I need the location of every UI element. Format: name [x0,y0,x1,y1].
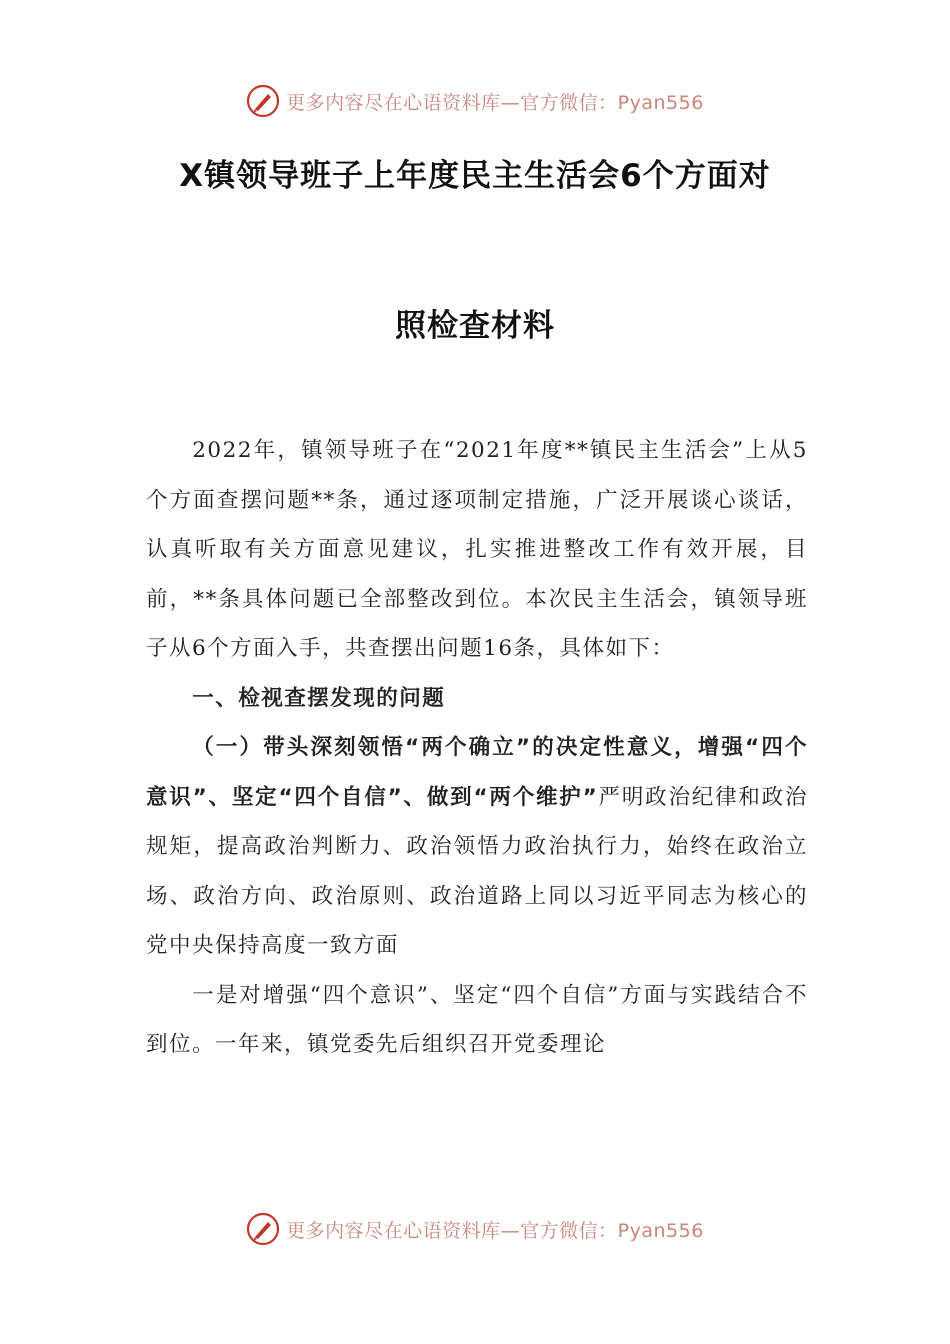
subsection-heading-bold: （一）带头深刻领悟“两个确立”的决定性意义，增强“四个意识”、坚定“四个自信”、做到“两个维护” [146,735,808,810]
watermark-header [0,84,950,118]
section-heading: 一、检视查摆发现的问题 [192,685,446,711]
subsection-heading [146,723,808,971]
watermark-text: 更多内容尽在心语资料库—官方微信：Pyan556 [286,1219,704,1242]
watermark-text: 更多内容尽在心语资料库—官方微信：Pyan556 [286,91,704,114]
body-paragraph: 一是对增强“四个意识”、坚定“四个自信”方面与实践结合不到位。一年来，镇党委先后组织召开党委理论 [146,982,808,1057]
watermark-footer [0,1212,950,1246]
intro-paragraph: 2022年，镇领导班子在“2021年度**镇民主生活会”上从5个方面查摆问题**条，通过逐项制定措施，广泛开展谈心谈话，认真听取有关方面意见建议，扎实推进整改工作有效开展，目前，**条具体问题已全部整改到位。本次民主生活会，镇领导班子从6个方面入手，共查摆出问题16条，具体如下： [146,438,808,661]
document-title-line1: X镇领导班子上年度民主生活会6个方面对 [179,158,771,194]
document-title-line2: 照检查材料 [395,308,555,344]
pen-logo-icon [246,84,280,118]
pen-logo-icon [246,1212,280,1246]
document-body [146,426,808,1070]
subsection-heading-rest: 严明政治纪律和政治规矩，提高政治判断力、政治领悟力政治执行力，始终在政治立场、政治方向、政治原则、政治道路上同以习近平同志为核心的党中央保持高度一致方面 [146,784,808,958]
